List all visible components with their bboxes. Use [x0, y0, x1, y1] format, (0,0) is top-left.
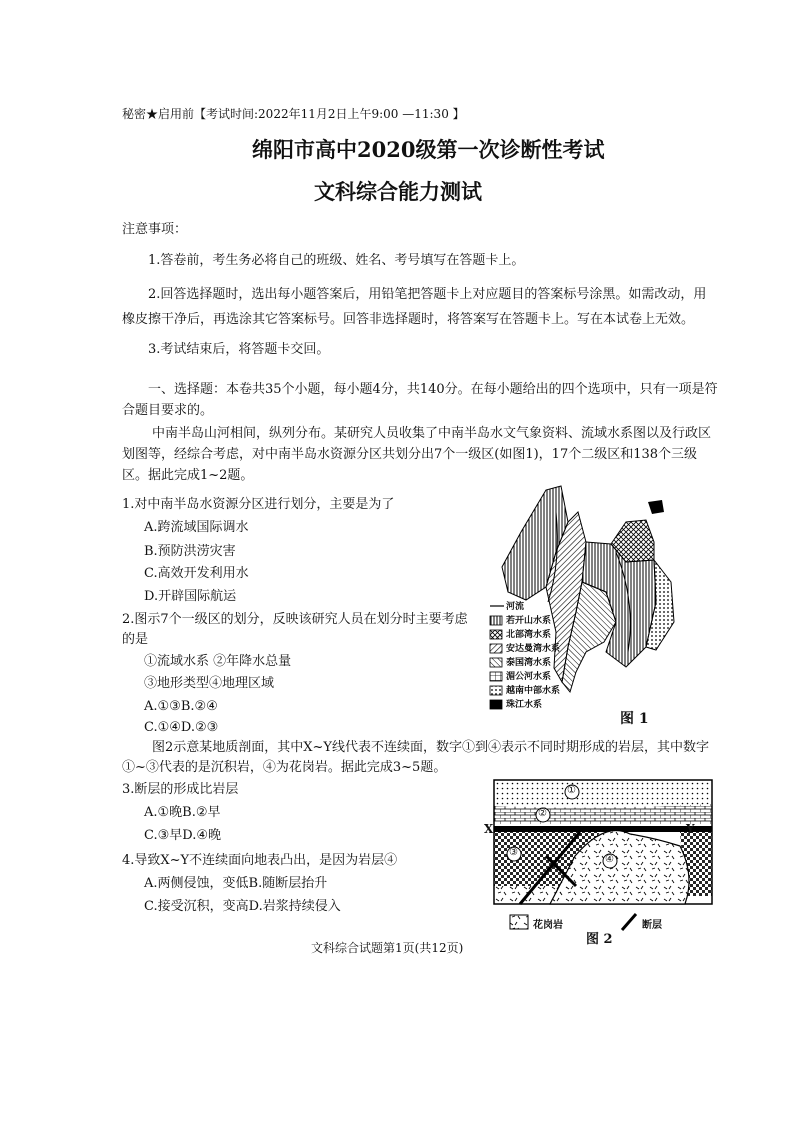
figure-1-caption: 图 1: [620, 711, 649, 727]
legend-granite-label: 花岗岩: [533, 920, 563, 931]
exam-subtitle: 文科综合能力测试: [314, 179, 482, 204]
legend-label: 泰国湾水系: [506, 658, 552, 668]
notice-item-3: 3.考试结束后，将答题卡交回。: [148, 342, 330, 357]
layer-1: [494, 780, 712, 808]
exam-title: 绵阳市高中2020级第一次诊断性考试: [252, 137, 605, 162]
q3-option-cd: C.③早D.④晚: [144, 828, 222, 843]
q2-item-2: ③地形类型④地理区域: [144, 676, 275, 691]
legend-granite-swatch: [510, 915, 528, 929]
q1-option-c: C.高效开发利用水: [144, 566, 249, 581]
figure-1-legend-labels: [506, 600, 560, 712]
passage-2: 图2示意某地质剖面，其中X~Y线代表不连续面，数字①到④表示不同时期形成的岩层，其中数字①~③代表的是沉积岩，④为花岗岩。据此完成3~5题。: [122, 740, 710, 775]
legend-label: 珠江水系: [506, 700, 543, 710]
layer-label-1: ①: [567, 785, 576, 796]
label-x: X: [484, 822, 494, 836]
layer-label-3: ③: [509, 847, 518, 858]
zone-pearl-river: [648, 500, 664, 514]
label-y: Y: [686, 822, 695, 836]
q2-item-1: ①流域水系 ②年降水总量: [144, 654, 292, 669]
layer-label-2: ②: [538, 808, 547, 819]
q4-option-cd: C.接受沉积，变高D.岩浆持续侵入: [144, 899, 341, 914]
legend-label: 安达曼湾水系: [506, 644, 561, 654]
figure-2-caption: 图 2: [586, 932, 613, 947]
notice-item-1: 1.答卷前，考生务必将自己的班级、姓名、考号填写在答题卡上。: [148, 253, 525, 268]
notice-heading: 注意事项：: [122, 222, 188, 237]
legend-label: 北部湾水系: [506, 630, 552, 640]
question-1-stem: 1.对中南半岛水资源分区进行划分，主要是为了: [122, 497, 395, 512]
legend-label: 湄公河水系: [506, 672, 552, 682]
question-4-stem: 4.导致X~Y不连续面向地表凸出，是因为岩层④: [122, 853, 398, 868]
question-2-stem: 2.图示7个一级区的划分，反映该研究人员在划分时主要考虑的是: [122, 612, 468, 647]
legend-label: 越南中部水系: [506, 686, 561, 696]
q1-option-d: D.开辟国际航运: [144, 589, 237, 604]
legend-fault-swatch: [622, 914, 636, 930]
question-3-stem: 3.断层的形成比岩层: [122, 782, 239, 797]
confidential-note: 秘密★启用前【考试时间:2022年11月2日上午9:00 —11:30 】: [122, 107, 465, 121]
q1-option-a: A.跨流域国际调水: [144, 520, 249, 535]
legend-fault-label: 断层: [642, 920, 662, 931]
q3-option-ab: A.①晚B.②早: [144, 805, 221, 820]
passage-1: 中南半岛山河相间，纵列分布。某研究人员收集了中南半岛水文气象资料、流域水系图以及行政区划图等，经综合考虑，对中南半岛水资源分区共划分出7个一级区(如图1)，17个二级区和138个三级区。据此完成1~2题。: [122, 426, 712, 483]
page-footer: 文科综合试题第1页(共12页): [311, 941, 464, 955]
legend-label: 若开山水系: [506, 616, 552, 626]
legend-label: 河流: [506, 602, 525, 612]
q1-option-b: B.预防洪涝灾害: [144, 544, 236, 559]
q2-option-cd: C.①④D.②③: [144, 720, 219, 735]
section-intro: 一、选择题：本卷共35个小题，每小题4分，共140分。在每小题给出的四个选项中，只有一项是符合题目要求的。: [122, 382, 718, 418]
q4-option-ab: A.两侧侵蚀，变低B.随断层抬升: [144, 876, 328, 891]
notice-item-2: 2.回答选择题时，选出每小题答案后，用铅笔把答题卡上对应题目的答案标号涂黑。如需改动，用橡皮擦干净后，再选涂其它答案标号。回答非选择题时，将答案写在答题卡上。写在本试卷上无效。: [122, 287, 707, 327]
unconformity-x-y: [494, 826, 712, 832]
layer-label-4: ④: [605, 854, 614, 865]
q2-option-ab: A.①③B.②④: [144, 699, 218, 714]
figure-1-legend: [490, 606, 504, 709]
